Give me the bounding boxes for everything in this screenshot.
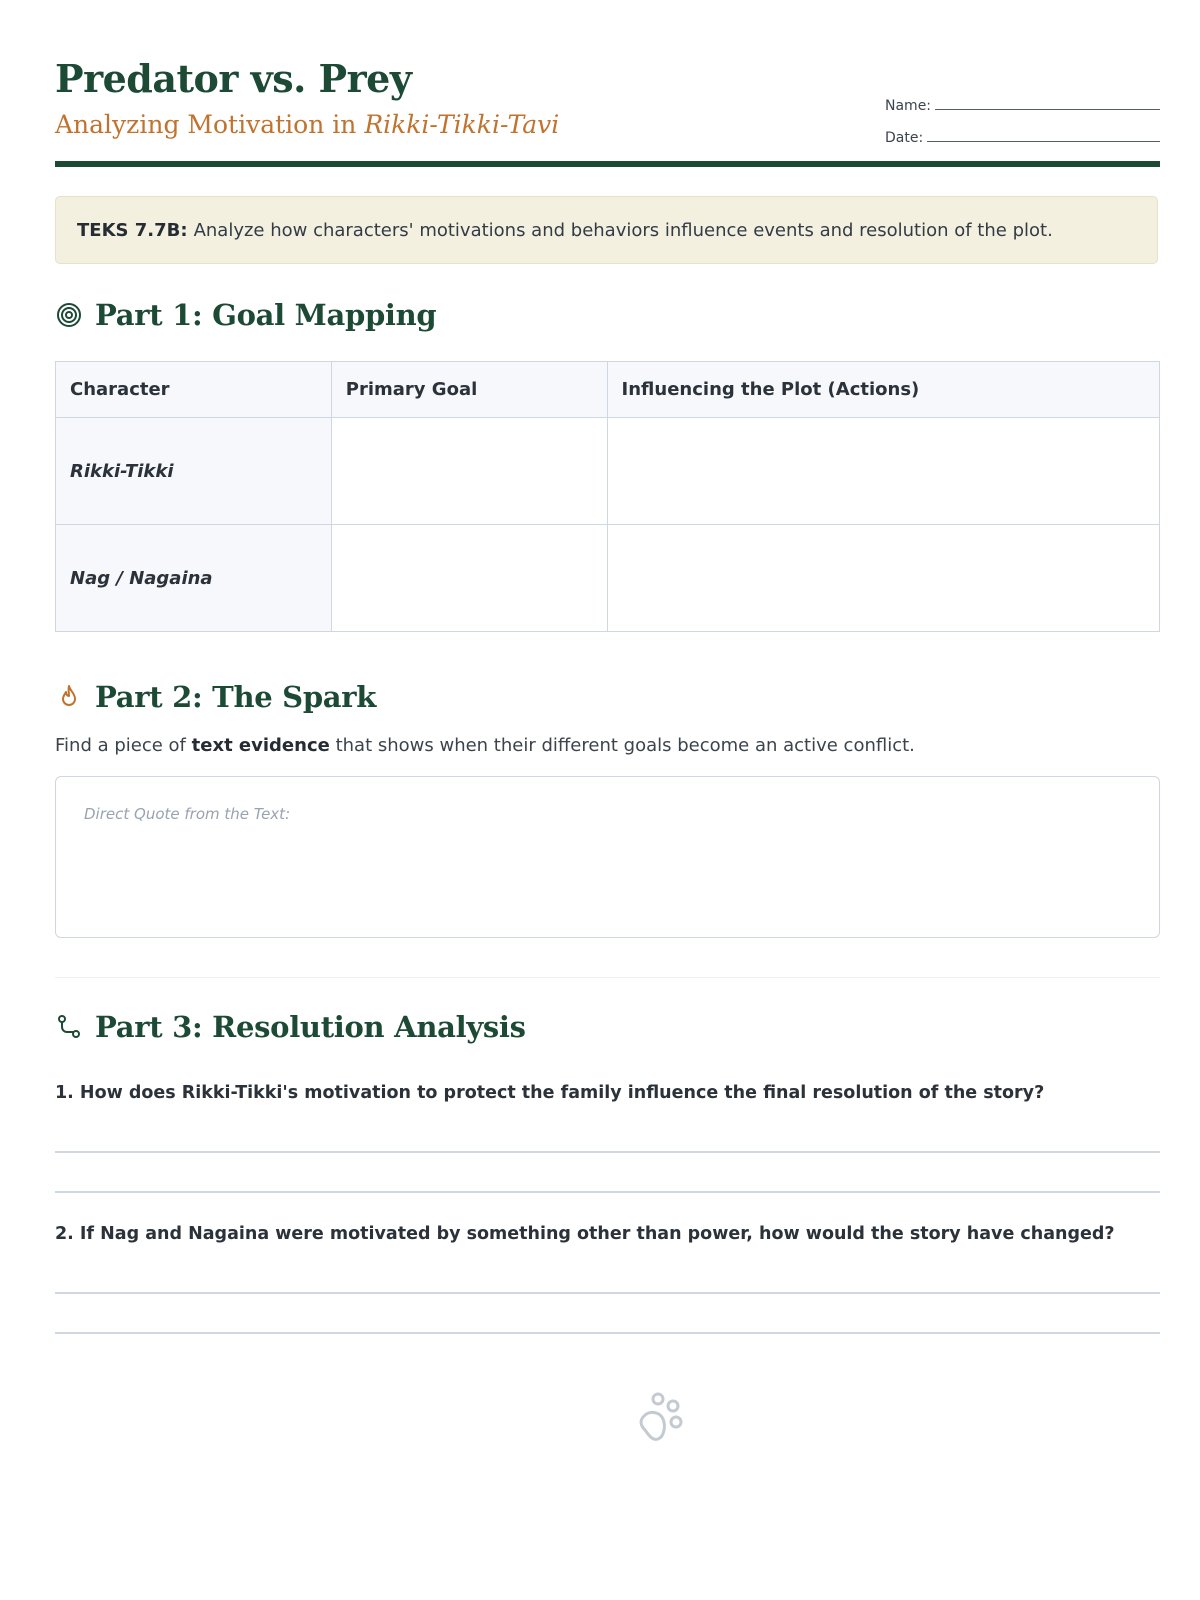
worksheet-header (55, 0, 1160, 170)
primary-goal-cell[interactable] (331, 418, 607, 525)
date-label: Date: (885, 130, 924, 146)
instruction-after: that shows when their different goals become an active conflict. (335, 735, 915, 756)
answer-line[interactable] (55, 1191, 1160, 1193)
column-header: Influencing the Plot (Actions) (607, 362, 1159, 418)
name-label: Name: (885, 98, 932, 114)
section-divider (55, 977, 1160, 978)
name-field[interactable] (885, 92, 1160, 114)
answer-line[interactable] (55, 1151, 1160, 1153)
column-header: Primary Goal (331, 362, 607, 418)
standard-code: TEKS 7.7B: (77, 219, 188, 241)
table-header-row (56, 362, 1160, 418)
quote-placeholder: Direct Quote from the Text: (84, 805, 291, 823)
part3-heading (55, 1010, 526, 1044)
standard-box (55, 196, 1158, 264)
quote-answer-box[interactable] (55, 776, 1160, 938)
part2-title: Part 2: The Spark (95, 680, 377, 714)
answer-line[interactable] (55, 1332, 1160, 1334)
answer-line[interactable] (55, 1292, 1160, 1294)
table-row (56, 418, 1160, 525)
story-title: Rikki-Tikki-Tavi (364, 110, 560, 139)
flame-icon (55, 683, 83, 711)
part1-heading (55, 298, 436, 332)
target-icon (55, 301, 83, 329)
character-cell: Nag / Nagaina (56, 525, 332, 632)
part2-instruction (55, 735, 915, 756)
worksheet-page (55, 0, 1160, 1244)
part2-heading (55, 680, 376, 714)
header-divider (55, 161, 1160, 167)
date-line[interactable] (927, 141, 1160, 142)
part1-title: Part 1: Goal Mapping (95, 298, 437, 332)
paw-print-icon (636, 1392, 686, 1450)
instruction-emphasis: text evidence (191, 735, 330, 756)
question-2: 2. If Nag and Nagaina were motivated by something other than power, how would the story have changed? (55, 1224, 1115, 1244)
route-icon (55, 1013, 83, 1041)
primary-goal-cell[interactable] (331, 525, 607, 632)
actions-cell[interactable] (607, 525, 1159, 632)
standard-text: Analyze how characters' motivations and behaviors influence events and resolution of the plot. (193, 219, 1053, 241)
table-row (56, 525, 1160, 632)
name-line[interactable] (935, 109, 1160, 110)
worksheet-subtitle (55, 110, 559, 139)
instruction-before: Find a piece of (55, 735, 186, 756)
student-info (885, 92, 1160, 156)
question-1: 1. How does Rikki-Tikki's motivation to protect the family influence the final resolution of the story? (55, 1083, 1045, 1103)
subtitle-prefix: Analyzing Motivation in (55, 110, 357, 139)
character-cell: Rikki-Tikki (56, 418, 332, 525)
column-header: Character (56, 362, 332, 418)
date-field[interactable] (885, 124, 1160, 146)
goal-mapping-table (55, 361, 1160, 632)
worksheet-title: Predator vs. Prey (55, 56, 412, 101)
actions-cell[interactable] (607, 418, 1159, 525)
part3-title: Part 3: Resolution Analysis (95, 1010, 526, 1044)
